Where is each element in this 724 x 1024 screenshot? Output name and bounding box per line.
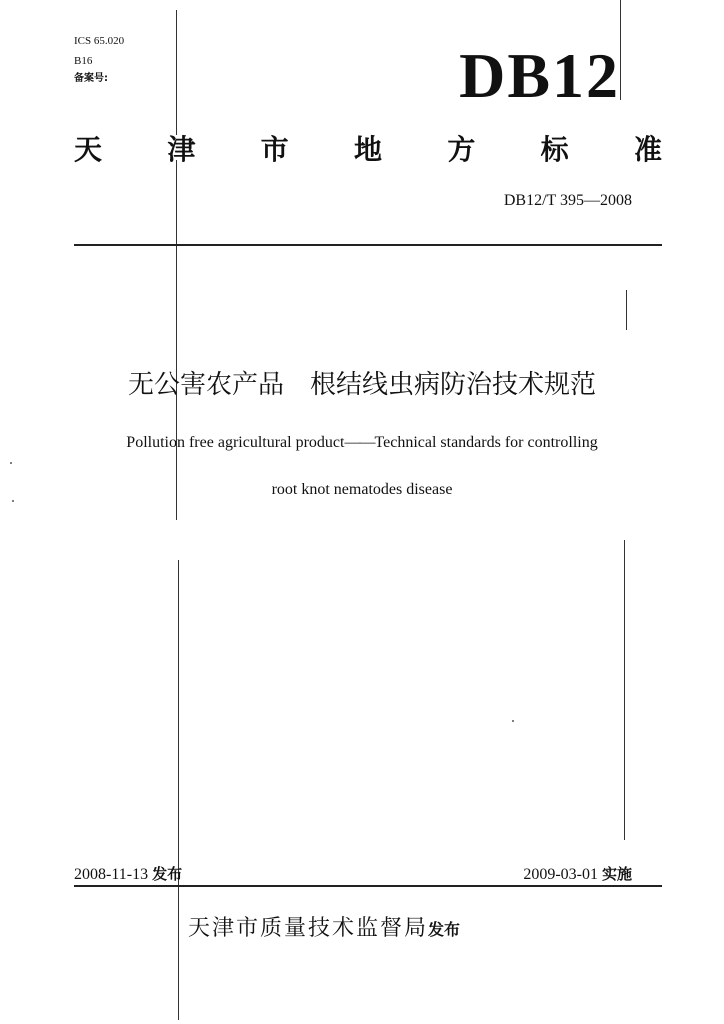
classification-code: B16 [74, 55, 93, 67]
document-title-en-line1 [0, 432, 724, 454]
standard-type-char: 市 [260, 133, 289, 166]
scan-binding-line [176, 10, 177, 135]
issuer-name: 天津市质量技术监督局 [188, 916, 429, 941]
document-title-en-line2: root knot nematodes disease [271, 481, 453, 498]
standard-type-title [74, 132, 662, 168]
issuer-suffix: 发布 [428, 920, 461, 939]
standard-type-char: 津 [167, 133, 196, 166]
footer-divider [74, 885, 662, 887]
header-divider [74, 244, 662, 246]
scan-speck [10, 462, 12, 464]
title-en-part2: Technical standards for controlling [374, 434, 598, 451]
issue-date: 2008-11-13 [74, 866, 149, 883]
document-title-zh [0, 365, 724, 405]
scan-binding-line [176, 160, 177, 520]
issue-date-block [74, 864, 182, 885]
title-zh-part2: 根结线虫病防治技术规范 [310, 370, 597, 400]
date-row [74, 864, 632, 885]
record-number-label: 备案号: [74, 73, 108, 84]
title-en-dash: —— [344, 434, 375, 451]
standard-type-char: 方 [447, 133, 476, 166]
scan-binding-line [178, 560, 179, 1020]
scan-edge-line [624, 540, 625, 840]
standard-number: DB12/T 395—2008 [503, 192, 632, 209]
issue-label: 发布 [152, 865, 183, 883]
standard-logo: DB12 [459, 40, 620, 111]
scan-edge-line [626, 290, 627, 330]
title-en-part1: Pollution free agricultural product [126, 434, 345, 451]
standard-type-char: 天 [74, 133, 103, 166]
implement-label: 实施 [601, 865, 632, 883]
implement-date-block [523, 864, 632, 885]
ics-code: ICS 65.020 [74, 35, 125, 47]
implement-date: 2009-03-01 [523, 866, 598, 883]
title-zh-part1: 无公害农产品 [127, 370, 284, 400]
issuing-authority [188, 914, 460, 945]
standard-type-char: 地 [353, 133, 382, 166]
standard-type-char: 标 [540, 133, 569, 166]
scan-speck [512, 720, 514, 722]
scan-edge-line [620, 0, 621, 100]
standard-type-char: 准 [633, 133, 662, 166]
